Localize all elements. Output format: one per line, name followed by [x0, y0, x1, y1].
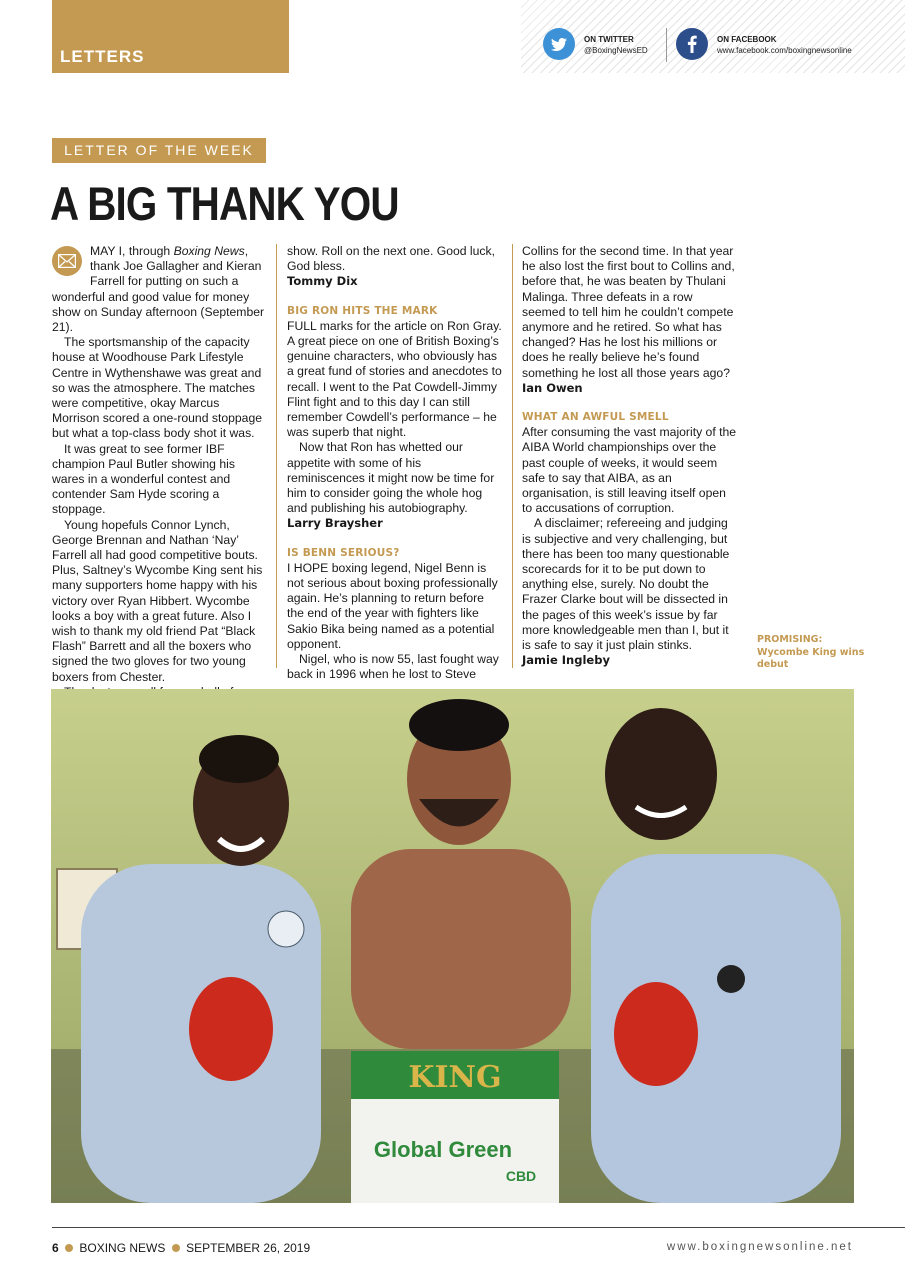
footer-rule	[52, 1227, 905, 1228]
letter2-paragraph-1: FULL marks for the article on Ron Gray. A great piece on one of British Boxing’s genuine characters, who obviously has a great fund of stories and anecdotes to recall. I went to the Pat Cowdell-Jimmy Flint fight and to this day I can still remember Cowdell’s performance – he was superb that night.	[287, 318, 502, 440]
photo-illustration	[51, 689, 854, 1203]
envelope-icon	[52, 246, 82, 276]
section-label: LETTERS	[60, 47, 145, 66]
column-1	[52, 244, 266, 700]
letter3-paragraph-2b: Collins for the second time. In that year he also lost the first bout to Collins and, before that, he was beaten by Thulani Malinga. Three defeats in a row seemed to tell him he couldn’t compete anymore and he retired. So what has changed? Has he lost his millions or does he really believe he’s found something he lost all those years ago?	[522, 244, 735, 380]
social-bar	[521, 0, 905, 73]
right-red-glove	[614, 982, 698, 1086]
social-divider	[666, 28, 667, 62]
letter4-paragraph-1: After consuming the vast majority of the AIBA World championships over the past couple of weeks, it would seem safe to say that AIBA, as an organisation, is still leaving itself open to accusations of corruption.	[522, 425, 737, 516]
publication-italic: Boxing News	[173, 244, 245, 258]
letter1-intro: MAY I, through Boxing News, thank Joe Gallagher and Kieran Farrell for putting on such a wonderful and good value for money show on Sunday afternoon (September 21).	[52, 244, 265, 335]
twitter-label[interactable]	[584, 34, 648, 56]
shorts-brand: Global Green	[373, 1137, 513, 1162]
facebook-label[interactable]	[717, 34, 852, 56]
letter1-paragraph-6: show. Roll on the next one. Good luck, God bless.	[287, 244, 495, 274]
footer-left	[52, 1241, 310, 1255]
bullet-dot	[65, 1244, 73, 1252]
letter4-title: WHAT AN AWFUL SMELL	[522, 411, 669, 424]
letter1-paragraph-3: It was great to see former IBF champion Paul Butler showing his wares in a wonderful contest and contender Sam Hyde scoring a stoppage.	[52, 441, 235, 517]
letter1-paragraph-4: Young hopefuls Connor Lynch, George Brennan and Nathan ‘Nay’ Farrell all had good competitive bouts. Plus, Saltney’s Wycombe King sent his many supporters home happy with his victory over Ryan Hibbert. Wycombe looks a boy with a great future. Also I wish to thank my old friend Pat “Black Flash” Barrett and all the boxers who signed the two gloves for two young boxers from Chester.	[52, 517, 263, 684]
boxer-torso	[351, 849, 571, 1049]
letter-of-the-week-kicker: LETTER OF THE WEEK	[52, 138, 266, 163]
letter4-paragraph-2: A disclaimer; refereeing and judging is subjective and very challenging, but there has been too many questionable scorecards for it to be put down to anything else, surely. No doubt the Frazer Clarke bout will be dissected in the pages of this week’s issue by far more knowledgeable men than I, but it is safe to say it just plain stinks.	[522, 516, 730, 653]
letter3-signature: Ian Owen	[522, 380, 583, 395]
photo-caption	[757, 634, 867, 672]
footer-publication: BOXING NEWS	[79, 1241, 166, 1255]
letter3-paragraph-1: I HOPE boxing legend, Nigel Benn is not serious about boxing professionally again. He’s planning to return before the end of the year with fighters like Sakio Bika being named as a potential opponent.	[287, 560, 498, 651]
facebook-title: ON FACEBOOK	[717, 35, 777, 44]
caption-text: Wycombe King wins debut	[757, 646, 865, 670]
column-rule	[276, 244, 277, 668]
caption-label: PROMISING:	[757, 634, 823, 645]
column-2	[287, 244, 502, 682]
twitter-title: ON TWITTER	[584, 35, 634, 44]
letter2-title: BIG RON HITS THE MARK	[287, 304, 438, 317]
boxing-photo	[51, 689, 854, 1203]
waistband-text: KING	[408, 1060, 502, 1095]
footer-url[interactable]: www.boxingnewsonline.net	[666, 1241, 853, 1253]
facebook-url: www.facebook.com/boxingnewsonline	[717, 46, 852, 55]
shorts-cbd: CBD	[505, 1168, 537, 1184]
letter1-signature: Tommy Dix	[287, 274, 358, 289]
column-3	[522, 244, 737, 668]
footer-date: SEPTEMBER 26, 2019	[186, 1241, 311, 1255]
letter2-paragraph-2: Now that Ron has whetted our appetite with some of his reminiscences it might now be time for him to consider going the whole hog and publishing his autobiography.	[287, 440, 495, 516]
twitter-icon[interactable]	[543, 28, 575, 60]
column-rule	[512, 244, 513, 668]
left-red-glove	[189, 977, 273, 1081]
bullet-dot	[172, 1244, 180, 1252]
letter2-signature: Larry Braysher	[287, 516, 383, 531]
letter4-signature: Jamie Ingleby	[522, 653, 610, 668]
letter1-paragraph-2: The sportsmanship of the capacity house at Woodhouse Park Lifestyle Centre in Wythenshawe was great and so was the atmosphere. The matches were competitive, okay Marcus Morrison scored a one-round stoppage but what a top-class body shot it was.	[52, 335, 263, 441]
letter3-paragraph-2a: Nigel, who is now 55, last fought way back in 1996 when he lost to Steve	[287, 652, 499, 682]
headline: A BIG THANK YOU	[50, 177, 399, 230]
page-number: 6	[52, 1241, 59, 1255]
twitter-handle: @BoxingNewsED	[584, 46, 648, 55]
facebook-icon[interactable]	[676, 28, 708, 60]
letter3-title: IS BENN SERIOUS?	[287, 546, 400, 559]
section-tab	[52, 0, 289, 73]
